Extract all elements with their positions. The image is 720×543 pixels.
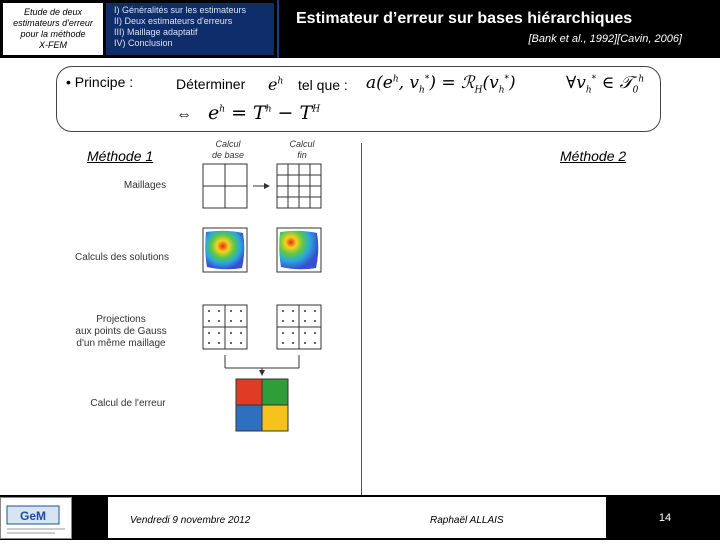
slide-title: Estimateur d’erreur sur bases hiérarchiques <box>296 10 633 27</box>
error-cell <box>236 405 262 431</box>
fine-computation-caption: Calcul fin <box>289 139 315 160</box>
references: [Bank et al., 1992][Cavin, 2006] <box>528 33 682 45</box>
error-cell <box>236 379 262 405</box>
coarse-computation-caption: Calcul de base <box>211 139 245 160</box>
quantifier-formula: $\forall v_h^*$ ∈ 𝒯$_0^h$ <box>566 73 645 96</box>
determine-text: Déterminer <box>176 76 246 92</box>
method-1-label: Méthode 1 <box>87 148 154 164</box>
page-number: 14 <box>658 512 672 524</box>
method-2-label: Méthode 2 <box>560 148 627 164</box>
svg-text:GeM: GeM <box>19 509 47 523</box>
footer-author: Raphaël ALLAIS <box>430 515 504 526</box>
method1-diagram <box>195 150 335 435</box>
outline-panel <box>106 3 274 55</box>
error-definition-formula: $e^h = T^h - T^H$ <box>208 102 321 124</box>
coarse-gauss-grid <box>203 305 247 349</box>
outline-item[interactable]: III) Maillage adaptatif <box>114 27 198 37</box>
step-label-meshes: Maillages <box>123 180 167 191</box>
lab-logo <box>0 497 72 539</box>
principle-label: • Principe : <box>66 74 134 90</box>
bilinear-equation: $a(e^h$, $v_h^*$) = $ℛ_H(v_h^*)$ <box>366 73 516 96</box>
fine-gauss-grid <box>277 305 321 349</box>
outline-item[interactable]: IV) Conclusion <box>114 38 173 48</box>
column-divider <box>361 143 362 495</box>
unknown-error-formula: $e^h$ <box>268 75 284 94</box>
coarse-mesh <box>203 164 247 208</box>
footer-date: Vendredi 9 novembre 2012 <box>130 515 251 526</box>
step-label-error: Calcul de l'erreur <box>90 398 166 409</box>
equivalence-symbol: ⇔ <box>176 106 192 123</box>
step-label-solutions: Calculs des solutions <box>75 252 169 263</box>
step-label-projections: Projections aux points de Gauss d'un même maillage <box>75 314 167 349</box>
presentation-title: Etude de deux estimateurs d'erreur pour la méthode X-FEM <box>13 7 93 50</box>
presentation-title-box <box>3 3 103 55</box>
outline-item[interactable]: I) Généralités sur les estimateurs <box>114 5 247 15</box>
header-divider <box>277 0 279 58</box>
error-cell <box>262 405 288 431</box>
fine-mesh <box>277 164 321 208</box>
error-map <box>236 379 288 431</box>
fine-solution-map <box>277 228 321 272</box>
coarse-solution-map <box>203 228 247 272</box>
error-cell <box>262 379 288 405</box>
such-that-text: tel que : <box>298 77 348 93</box>
outline-item[interactable]: II) Deux estimateurs d'erreurs <box>114 16 233 26</box>
